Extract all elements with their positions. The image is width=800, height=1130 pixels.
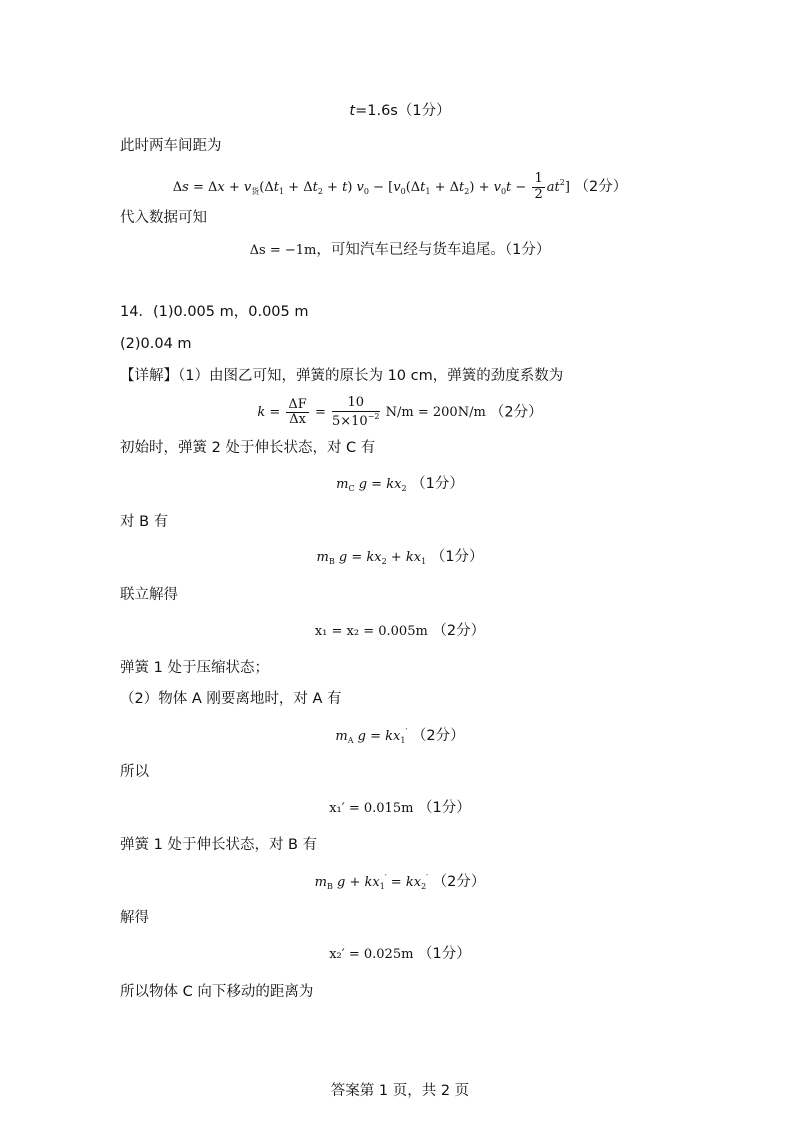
frac-num: 10 (332, 396, 380, 412)
text-line: 此时两车间距为 (120, 138, 222, 154)
equation-body: $m_C$ $g = kx_2$ (336, 477, 407, 493)
equation-a-balance (0, 728, 800, 745)
equation-body: x₁′ = 0.015m (329, 801, 414, 816)
equation-body: x₂′ = 0.025m (329, 947, 414, 962)
frac-num: ΔF (288, 396, 307, 412)
score-label: （2分） (489, 404, 543, 421)
equation-k-tail: N/m = 200N/m (385, 405, 486, 421)
text-line: 对 B 有 (120, 514, 169, 530)
equation-body: $m_A$ $g = kx_1'$ (335, 727, 408, 745)
conclusion-text: ，可知汽车已经与货车追尾。（1分） (316, 242, 551, 258)
equation-delta-s-body: $\Delta s = \Delta x + v_货(\Delta t_1 + \Delta t_2 + t) v_0 - [v_0(\Delta t_1 + \Delta t_2) + v_0t$ − $\frac{1}{2}$ $at^2$] (172, 171, 570, 202)
result-time-text: =1.6s（1分） (355, 103, 451, 119)
equation-x1-x2 (0, 624, 800, 639)
score-label: （1分） (418, 946, 471, 962)
equation-k-body: k = $\frac{\Delta F}{\Delta x}$ = $\frac{10}{5\times 10^{-2}}$ N/m = 200N/m (257, 395, 486, 429)
score-label: （2分） (432, 874, 486, 890)
answer-14-part1: 14．(1)0.005 m，0.005 m (120, 304, 309, 320)
score-label: （1分） (430, 549, 484, 565)
text-line: （2）物体 A 刚要离地时，对 A 有 (120, 691, 342, 707)
detail-heading: 【详解】（1）由图乙可知，弹簧的原长为 10 cm，弹簧的劲度系数为 (120, 368, 564, 384)
frac-den: Δx (289, 412, 306, 428)
score-label: （2分） (411, 728, 465, 744)
equation-spring-constant (0, 396, 800, 430)
score-label: （2分） (574, 178, 628, 195)
text-line: 解得 (120, 910, 149, 926)
text-line: 弹簧 1 处于伸长状态，对 B 有 (120, 837, 318, 853)
page-footer: 答案第 1 页，共 2 页 (330, 1083, 470, 1099)
result-time (0, 104, 800, 119)
frac-den-exp: −2 (367, 411, 380, 421)
delta-s-value: Δs = −1m (249, 243, 317, 258)
equation-x2-prime (0, 947, 800, 962)
text-line: 代入数据可知 (120, 210, 207, 226)
equation-body: $m_B$ $g = kx_2 + kx_1$ (316, 550, 427, 566)
equation-body: $m_B$ $g + kx_1' = kx_2'$ (314, 873, 428, 891)
text-line: 联立解得 (120, 587, 178, 603)
text-line: 所以物体 C 向下移动的距离为 (120, 984, 314, 1000)
score-label: （2分） (432, 623, 486, 639)
equation-b-balance-2 (0, 874, 800, 891)
text-line: 所以 (120, 764, 149, 780)
answer-14-part2: (2)0.04 m (120, 336, 192, 352)
equation-b-balance (0, 550, 800, 566)
var-t: t (349, 103, 356, 119)
frac-den: 5×10 (331, 413, 368, 429)
score-label: （1分） (411, 476, 464, 492)
equation-delta-s (0, 172, 800, 203)
equation-body: x₁ = x₂ = 0.005m (314, 624, 428, 639)
equation-c-balance (0, 477, 800, 493)
score-label: （1分） (418, 800, 471, 816)
text-line: 初始时，弹簧 2 处于伸长状态，对 C 有 (120, 440, 376, 456)
text-line: 弹簧 1 处于压缩状态； (120, 660, 269, 676)
equation-delta-s-result (0, 243, 800, 258)
equation-x1-prime (0, 801, 800, 816)
